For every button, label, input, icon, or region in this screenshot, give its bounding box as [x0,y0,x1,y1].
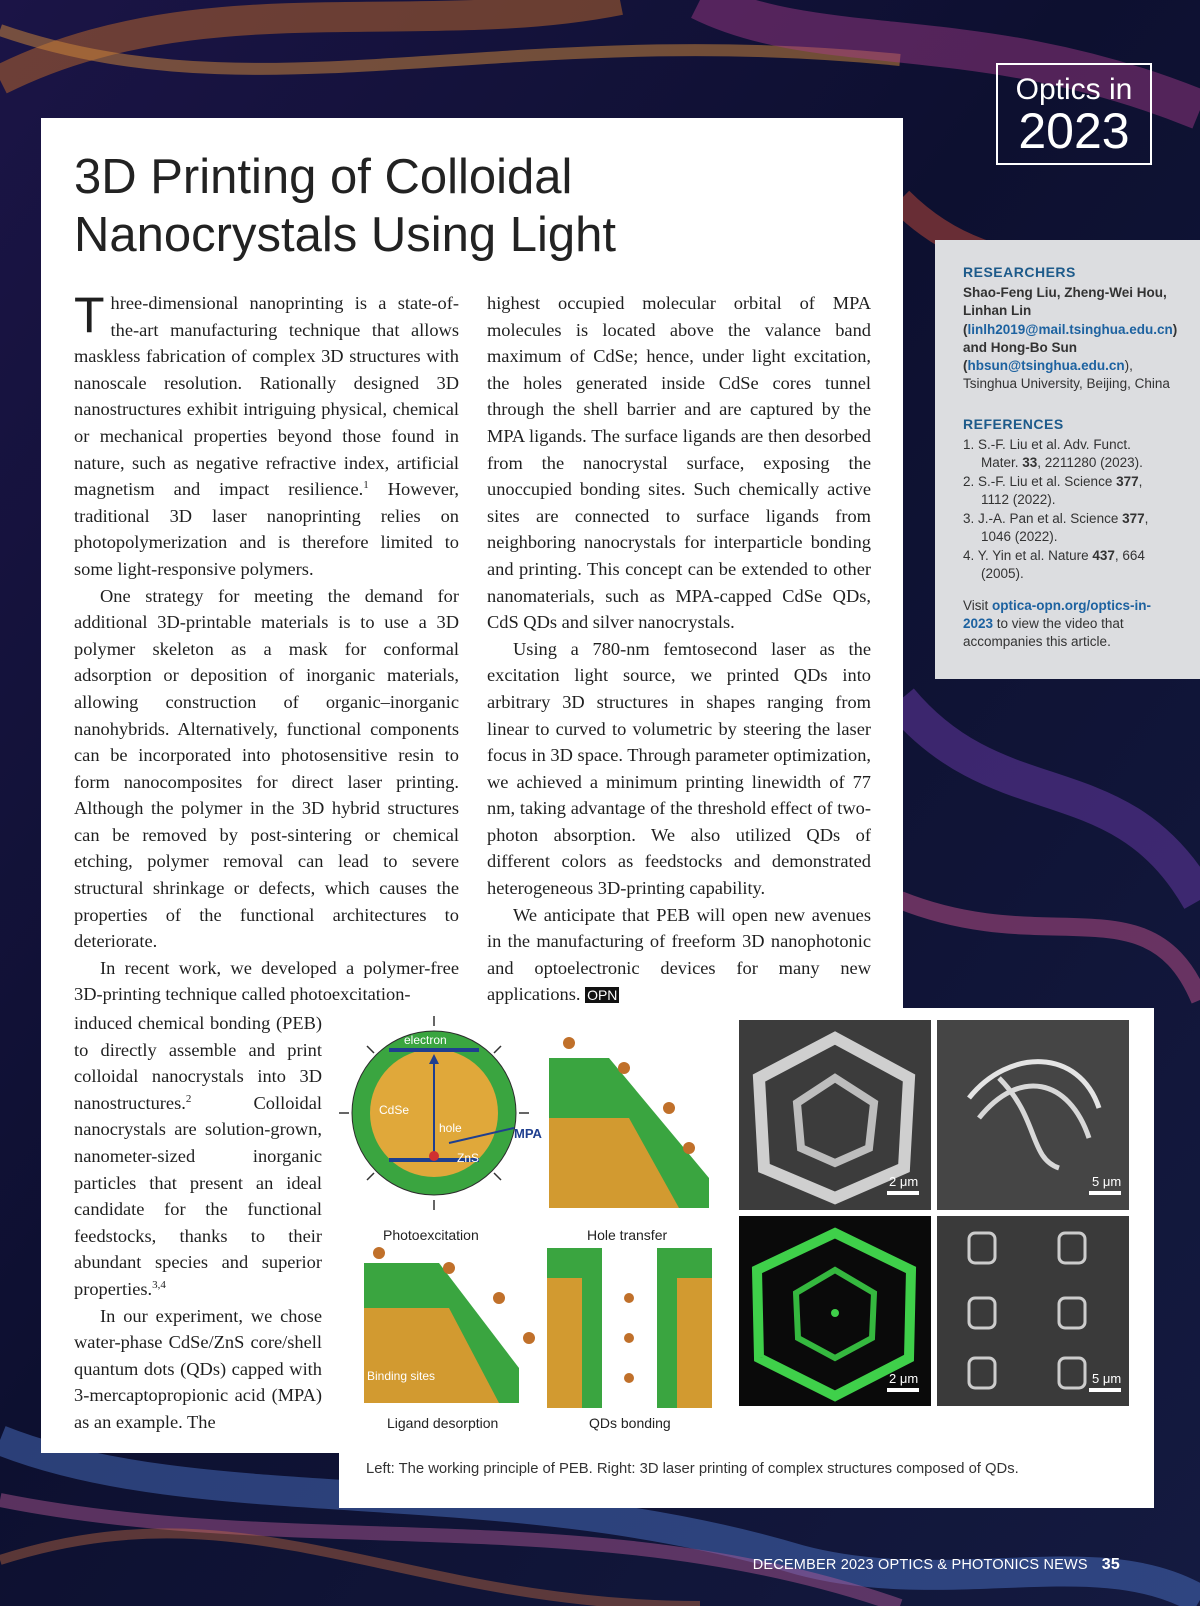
qds-bonding-diagram [547,1248,712,1431]
email-link-1[interactable]: linlh2019@mail.tsinghua.edu.cn [967,321,1173,337]
label-qds-bonding: QDs bonding [589,1415,671,1431]
ligand-desorption-diagram [364,1247,535,1431]
sem-cage-array-image [937,1216,1129,1406]
paragraph-3b [74,1010,322,1303]
label-ligand-desorption: Ligand desorption [387,1415,499,1431]
ref-sup-1: 1 [363,479,369,492]
researchers-text [963,284,1178,394]
researchers-names-1: Shao-Feng Liu, Zheng-Wei Hou, Linhan Lin ( [963,285,1167,337]
figure-panel [339,1008,1154,1508]
col2-p3-text: We anticipate that PEB will open new avenues in the manufacturing of freeform 3D nanophotonic and optoelectronic devices for many new applications. [487,904,871,1005]
hole-transfer-diagram [549,1037,709,1243]
scale-bar-label-2: 5 μm [1092,1174,1122,1189]
col2-paragraph-3 [487,902,871,1009]
label-hole-transfer: Hole transfer [587,1227,668,1243]
column-2 [487,290,871,1009]
scale-bar-label-1: 2 μm [889,1174,919,1189]
paragraph-4: In our experiment, we chose water-phase CdSe/ZnS core/shell quantum dots (QDs) capped with 3-mercaptopropionic acid (MPA) as an example. The [74,1305,322,1432]
label-electron: electron [404,1033,447,1047]
ref-volume: 377 [1122,510,1145,526]
paragraph-2: One strategy for meeting the demand for additional 3D-printable materials is to use a 3D polymer skeleton as a mask for conformal adsorption or deposition of inorganic materials, allowing construction of organic–inorganic nanohybrids. Alternatively, functional components can be incorporated into photosensitive resin to form nanocomposites for direct laser printing. Although the polymer in the 3D hybrid structures can be removed by post-sintering or chemical etching, polymer removal can lead to severe structural shrinkage or defects, which causes the properties of the functional architectures to deteriorate. [74,585,459,952]
badge-line1: Optics in [1015,73,1133,106]
label-mpa: MPA [514,1126,542,1141]
drop-cap: T [74,287,105,343]
ref-volume: 437 [1092,547,1115,563]
title-line2: Nanocrystals Using Light [74,208,616,262]
paragraph-3a: In recent work, we developed a polymer-free 3D-printing technique called photoexcitation- [74,957,459,1005]
article-title [74,148,874,264]
col2-paragraph-1: highest occupied molecular orbital of MPA molecules is located above the valance band maximum of CdSe; hence, under light excitation, the holes generated inside CdSe cores tunnel through the shell barrier and are captured by the MPA ligands. The surface ligands are then desorbed from the nanocrystal surface, exposing the unoccupied bonding sites. Such chemically active sites are connected to surface ligands from neighboring nanocrystals for interparticle bonding and printing. This concept can be extended to other nanomaterials, such as MPA-capped CdSe QDs, CdS QDs and silver nanocrystals. [487,293,871,633]
fluorescence-dodecahedron-image [739,1216,931,1406]
researchers-heading: RESEARCHERS [963,264,1076,280]
ref-text: 2. S.-F. Liu et al. Science [963,473,1117,489]
ref-sup-3-4: 3,4 [152,1278,166,1291]
sem-dodecahedron-image [739,1020,931,1210]
scale-bar-label-3: 2 μm [889,1371,919,1386]
ref-text: 1. S.-F. Liu et al. Adv. Funct. Mater. [963,436,1131,470]
references-heading: REFERENCES [963,415,1064,432]
visit-note [963,597,1172,652]
label-zns: ZnS [457,1151,480,1165]
p3-c: Colloidal nanocrystals are solution-grown, nanometer-sized inorganic particles that present an ideal candidate for the functional feedstocks, thanks to their abundant species and superior properties. [74,1092,322,1299]
label-hole: hole [439,1121,462,1135]
ref-volume: 377 [1116,473,1139,489]
visit-post: to view the video that accompanies this article. [963,616,1124,650]
email-link-2[interactable]: hbsun@tsinghua.edu.cn [967,358,1125,374]
page-number: 35 [1101,1556,1120,1573]
col2-paragraph-2: Using a 780-nm femtosecond laser as the excitation light source, we printed QDs into arbitrary 3D structures in shapes ranging from linear to curved to volumetric by steering the laser focus in 3D space. Through parameter optimization, we achieved a minimum printing linewidth of 77 nm, taking advantage of the threshold effect of two-photon absorption. We also utilized QDs of different colors as feedstocks and demonstrated heterogeneous 3D-printing capability. [487,638,871,899]
column-1 [74,287,459,1008]
researchers-names-2: ) and Hong-Bo Sun ( [963,321,1178,374]
video-link[interactable]: optica-opn.org/optics-in-2023 [963,597,1151,632]
visit-pre: Visit [963,597,993,613]
label-cdse: CdSe [379,1103,410,1117]
reference-item [963,510,1172,546]
figure-illustration [339,1008,1154,1448]
badge-line2: 2023 [1018,103,1130,159]
p3-b: induced chemical bonding (PEB) to directly assemble and print colloidal nanocrystals into 3D nanostructures. [74,1013,322,1113]
label-binding-sites: Binding sites [367,1369,436,1383]
reference-item [963,436,1172,472]
p1-tail: However, traditional 3D laser nanoprinting relies on photopolymerization and is therefore limited to some light-responsive polymers. [74,479,459,579]
scale-bar-label-4: 5 μm [1092,1371,1122,1386]
ref-volume: 33 [1022,454,1038,470]
footer-issue: DECEMBER 2023 OPTICS & PHOTONICS NEWS [752,1557,1088,1573]
column-1-narrow [74,1010,322,1436]
figure-caption: Left: The working principle of PEB. Right: 3D laser printing of complex structures composed of QDs. [366,1461,1019,1477]
title-line1: 3D Printing of Colloidal [74,150,573,204]
paragraph-1 [74,287,459,583]
optics-in-2023-badge [996,63,1152,165]
ref-text: , 1112 (2022). [981,473,1143,507]
page-footer [753,1556,1120,1574]
ref-text: , 2211280 (2023). [1037,454,1143,470]
sem-spiral-image [937,1020,1129,1210]
label-photoexcitation: Photoexcitation [383,1227,479,1243]
opn-end-mark: OPN [587,987,618,1004]
reference-item [963,547,1172,583]
info-sidebar [935,240,1200,679]
reference-item [963,473,1172,509]
photoexcitation-diagram [339,1016,543,1243]
p1-text: hree-dimensional nanoprinting is a state-of-the-art manufacturing technique that allows maskless fabrication of complex 3D structures with nanoscale resolution. Rationally designed 3D nanostructures exhibit intriguing physical, chemical or mechanical properties beyond those found in nature, such as negative refractive index, artificial magnetism and impact resilience. [74,293,459,500]
researchers-affiliation: ), Tsinghua University, Beijing, China [963,358,1170,392]
ref-text: 4. Y. Yin et al. Nature [963,547,1093,563]
ref-text: , 664 (2005). [981,547,1145,581]
references-list [963,436,1172,583]
ref-text: 3. J.-A. Pan et al. Science [963,510,1123,526]
ref-sup-2: 2 [185,1092,192,1105]
ref-text: , 1046 (2022). [981,510,1149,544]
